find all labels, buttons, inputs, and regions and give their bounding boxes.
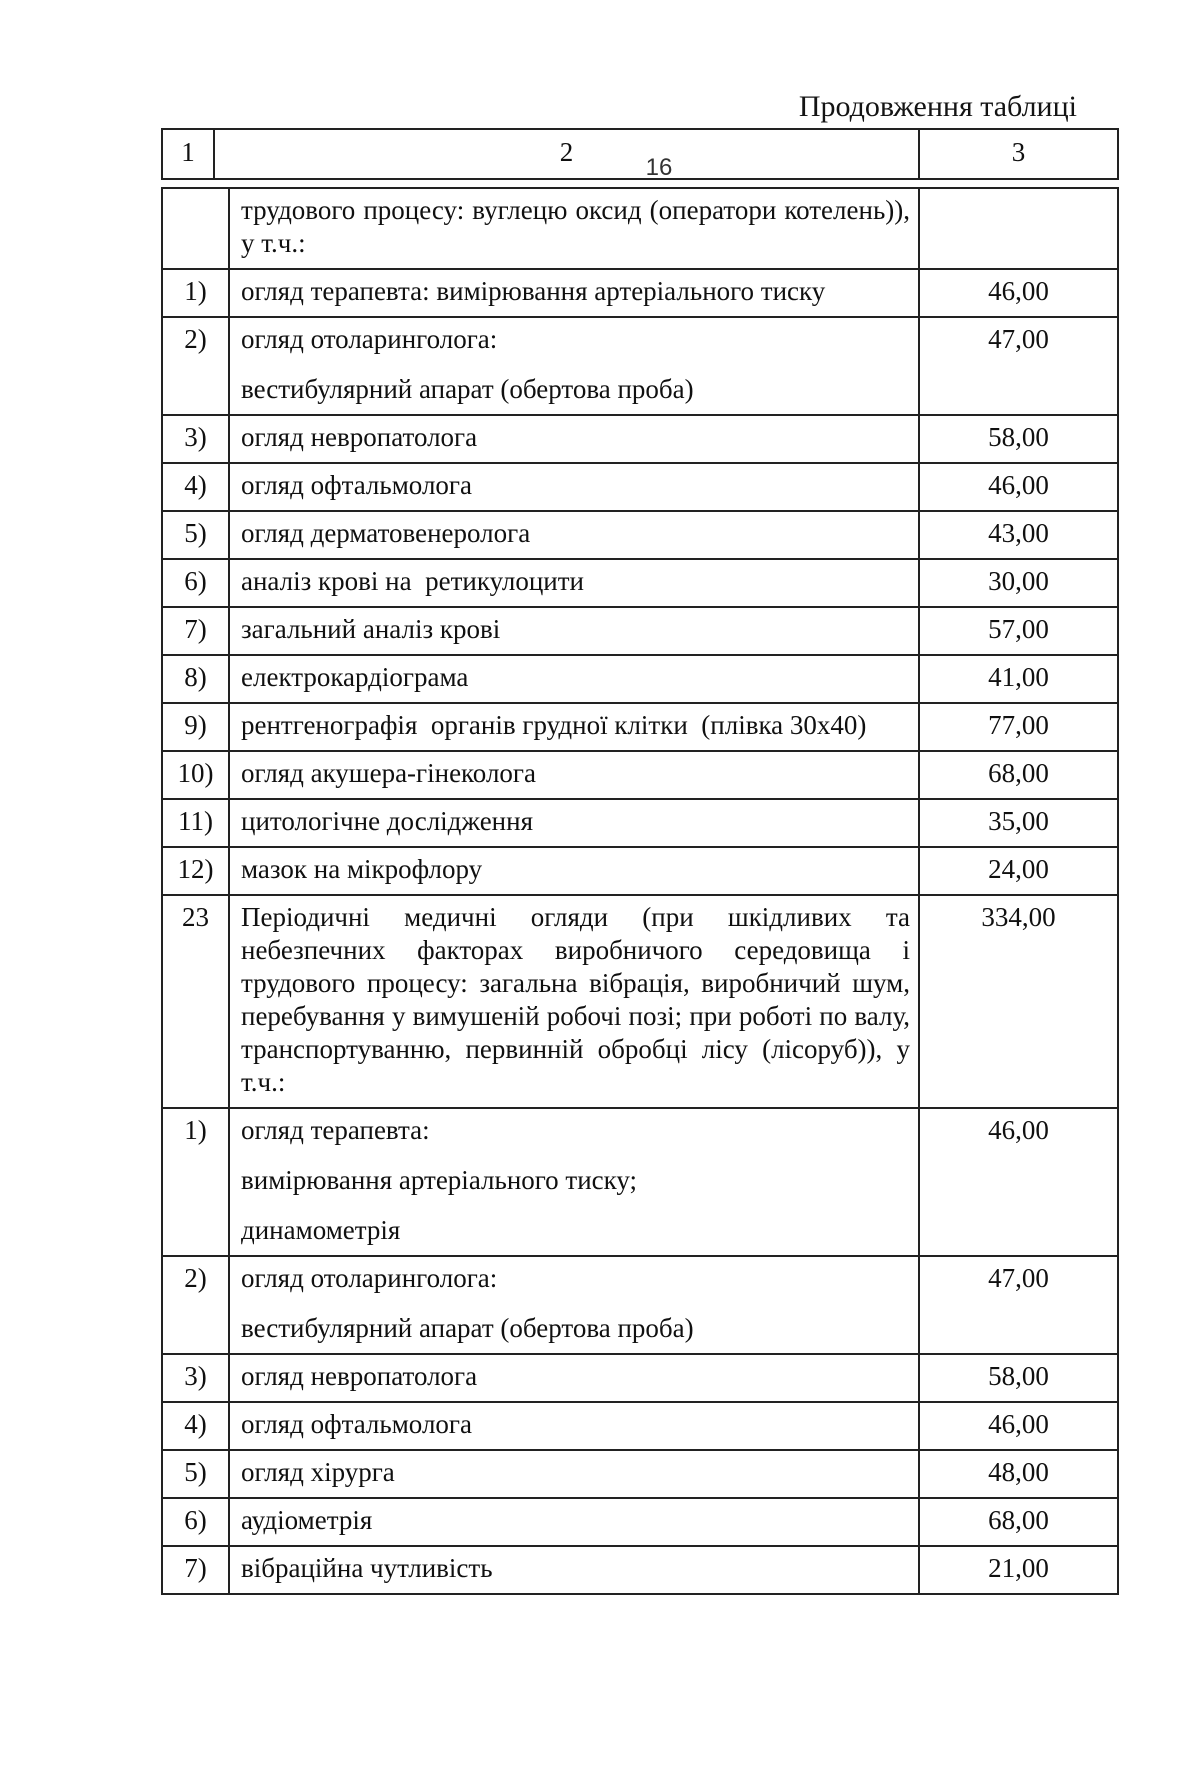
service-description-cell (229, 415, 919, 463)
table-row (162, 1354, 1118, 1402)
table-row (162, 511, 1118, 559)
service-description-cell (229, 1498, 919, 1546)
service-description-line: огляд акушера-гінеколога (241, 758, 536, 788)
service-description-line: вібраційна чутливість (241, 1553, 493, 1583)
row-number-cell: 7) (162, 1546, 229, 1594)
page-number: 16 (645, 154, 673, 181)
table-row (162, 607, 1118, 655)
service-description-cell (229, 1450, 919, 1498)
service-description-line: аналіз крові на ретикулоцити (241, 566, 584, 596)
price-table (161, 187, 1119, 1595)
table-row (162, 559, 1118, 607)
service-description-line: огляд офтальмолога (241, 1409, 472, 1439)
header-col-3: 3 (919, 129, 1118, 179)
header-col-1: 1 (162, 129, 214, 179)
service-description-cell (229, 655, 919, 703)
table-row (162, 415, 1118, 463)
table-row (162, 655, 1118, 703)
service-description-line: вестибулярний апарат (обертова проба) (241, 1313, 694, 1343)
price-cell: 58,00 (919, 1354, 1118, 1402)
service-description-line: огляд невропатолога (241, 1361, 478, 1391)
row-number-cell: 9) (162, 703, 229, 751)
service-description-line: огляд офтальмолога (241, 470, 472, 500)
row-number-cell: 23 (162, 895, 229, 1108)
price-cell: 43,00 (919, 511, 1118, 559)
price-cell: 35,00 (919, 799, 1118, 847)
service-description-line: мазок на мікрофлору (241, 854, 483, 884)
price-cell: 46,00 (919, 463, 1118, 511)
table-row (162, 463, 1118, 511)
table-row (162, 1256, 1118, 1354)
service-description-line: динамометрія (241, 1215, 401, 1245)
price-cell: 58,00 (919, 415, 1118, 463)
table-row (162, 1546, 1118, 1594)
service-description-line: огляд невропатолога (241, 422, 478, 452)
row-number-cell: 5) (162, 1450, 229, 1498)
row-number-cell: 1) (162, 269, 229, 317)
table-row (162, 1498, 1118, 1546)
header-col-2: 2 (214, 129, 919, 179)
table-row (162, 188, 1118, 269)
table-row (162, 1402, 1118, 1450)
service-description-cell (229, 607, 919, 655)
price-cell: 48,00 (919, 1450, 1118, 1498)
service-description-cell (229, 559, 919, 607)
table-row (162, 317, 1118, 415)
row-number-cell: 12) (162, 847, 229, 895)
service-description-cell (229, 895, 919, 1108)
table-continuation-label: Продовження таблиці (798, 90, 1077, 123)
price-cell: 46,00 (919, 269, 1118, 317)
price-cell: 30,00 (919, 559, 1118, 607)
row-number-cell: 8) (162, 655, 229, 703)
service-description-line: вестибулярний апарат (обертова проба) (241, 374, 694, 404)
price-cell: 57,00 (919, 607, 1118, 655)
table-row (162, 269, 1118, 317)
service-description-cell (229, 317, 919, 415)
row-number-cell: 11) (162, 799, 229, 847)
service-description-cell (229, 799, 919, 847)
table-row (162, 1108, 1118, 1256)
row-number-cell: 4) (162, 1402, 229, 1450)
service-description-line: огляд отоларинголога: (241, 324, 498, 354)
service-description-cell (229, 1108, 919, 1256)
table-row (162, 847, 1118, 895)
table-row (162, 895, 1118, 1108)
service-description-cell (229, 751, 919, 799)
service-description-line: Періодичні медичні огляди (при шкідливих та небезпечних факторах виробничого середовища і трудового процесу: загальна вібрація, виробничий шум, перебування у вимушеній робочі позі; при роботі по валу, транспортуванню, первинній обробці лісу (лісоруб)), у т.ч.: (241, 902, 917, 1097)
service-description-line: аудіометрія (241, 1505, 373, 1535)
service-description-cell (229, 463, 919, 511)
service-description-cell (229, 1256, 919, 1354)
price-cell: 68,00 (919, 751, 1118, 799)
service-description-cell (229, 269, 919, 317)
row-number-cell: 2) (162, 1256, 229, 1354)
row-number-cell: 2) (162, 317, 229, 415)
row-number-cell: 3) (162, 1354, 229, 1402)
service-description-line: вимірювання артеріального тиску; (241, 1165, 638, 1195)
service-description-cell (229, 188, 919, 269)
service-description-line: огляд терапевта: (241, 1115, 430, 1145)
service-description-line: огляд отоларинголога: (241, 1263, 498, 1293)
row-number-cell: 4) (162, 463, 229, 511)
service-description-line: цитологічне дослідження (241, 806, 534, 836)
service-description-cell (229, 1402, 919, 1450)
row-number-cell: 7) (162, 607, 229, 655)
service-description-line: огляд дерматовенеролога (241, 518, 531, 548)
table-row (162, 799, 1118, 847)
row-number-cell: 3) (162, 415, 229, 463)
service-description-cell (229, 1354, 919, 1402)
price-cell: 24,00 (919, 847, 1118, 895)
service-description-line: загальний аналіз крові (241, 614, 501, 644)
row-number-cell: 6) (162, 559, 229, 607)
price-cell: 77,00 (919, 703, 1118, 751)
row-number-cell: 10) (162, 751, 229, 799)
service-description-line: рентгенографія органів грудної клітки (плівка 30х40) (241, 710, 867, 740)
row-number-cell: 6) (162, 1498, 229, 1546)
row-number-cell: 5) (162, 511, 229, 559)
table-row (162, 703, 1118, 751)
service-description-line: трудового процесу: вуглецю оксид (оператори котелень)), у т.ч.: (241, 195, 917, 258)
price-cell: 46,00 (919, 1108, 1118, 1256)
price-cell: 46,00 (919, 1402, 1118, 1450)
price-cell (919, 188, 1118, 269)
price-cell: 41,00 (919, 655, 1118, 703)
service-description-cell (229, 511, 919, 559)
price-cell: 47,00 (919, 317, 1118, 415)
price-cell: 68,00 (919, 1498, 1118, 1546)
service-description-cell (229, 847, 919, 895)
table-row (162, 1450, 1118, 1498)
row-number-cell (162, 188, 229, 269)
service-description-line: електрокардіограма (241, 662, 469, 692)
price-cell: 47,00 (919, 1256, 1118, 1354)
service-description-cell (229, 1546, 919, 1594)
service-description-line: огляд хірурга (241, 1457, 395, 1487)
table-row (162, 751, 1118, 799)
price-cell: 334,00 (919, 895, 1118, 1108)
row-number-cell: 1) (162, 1108, 229, 1256)
service-description-cell (229, 703, 919, 751)
price-cell: 21,00 (919, 1546, 1118, 1594)
service-description-line: огляд терапевта: вимірювання артеріального тиску (241, 276, 826, 306)
